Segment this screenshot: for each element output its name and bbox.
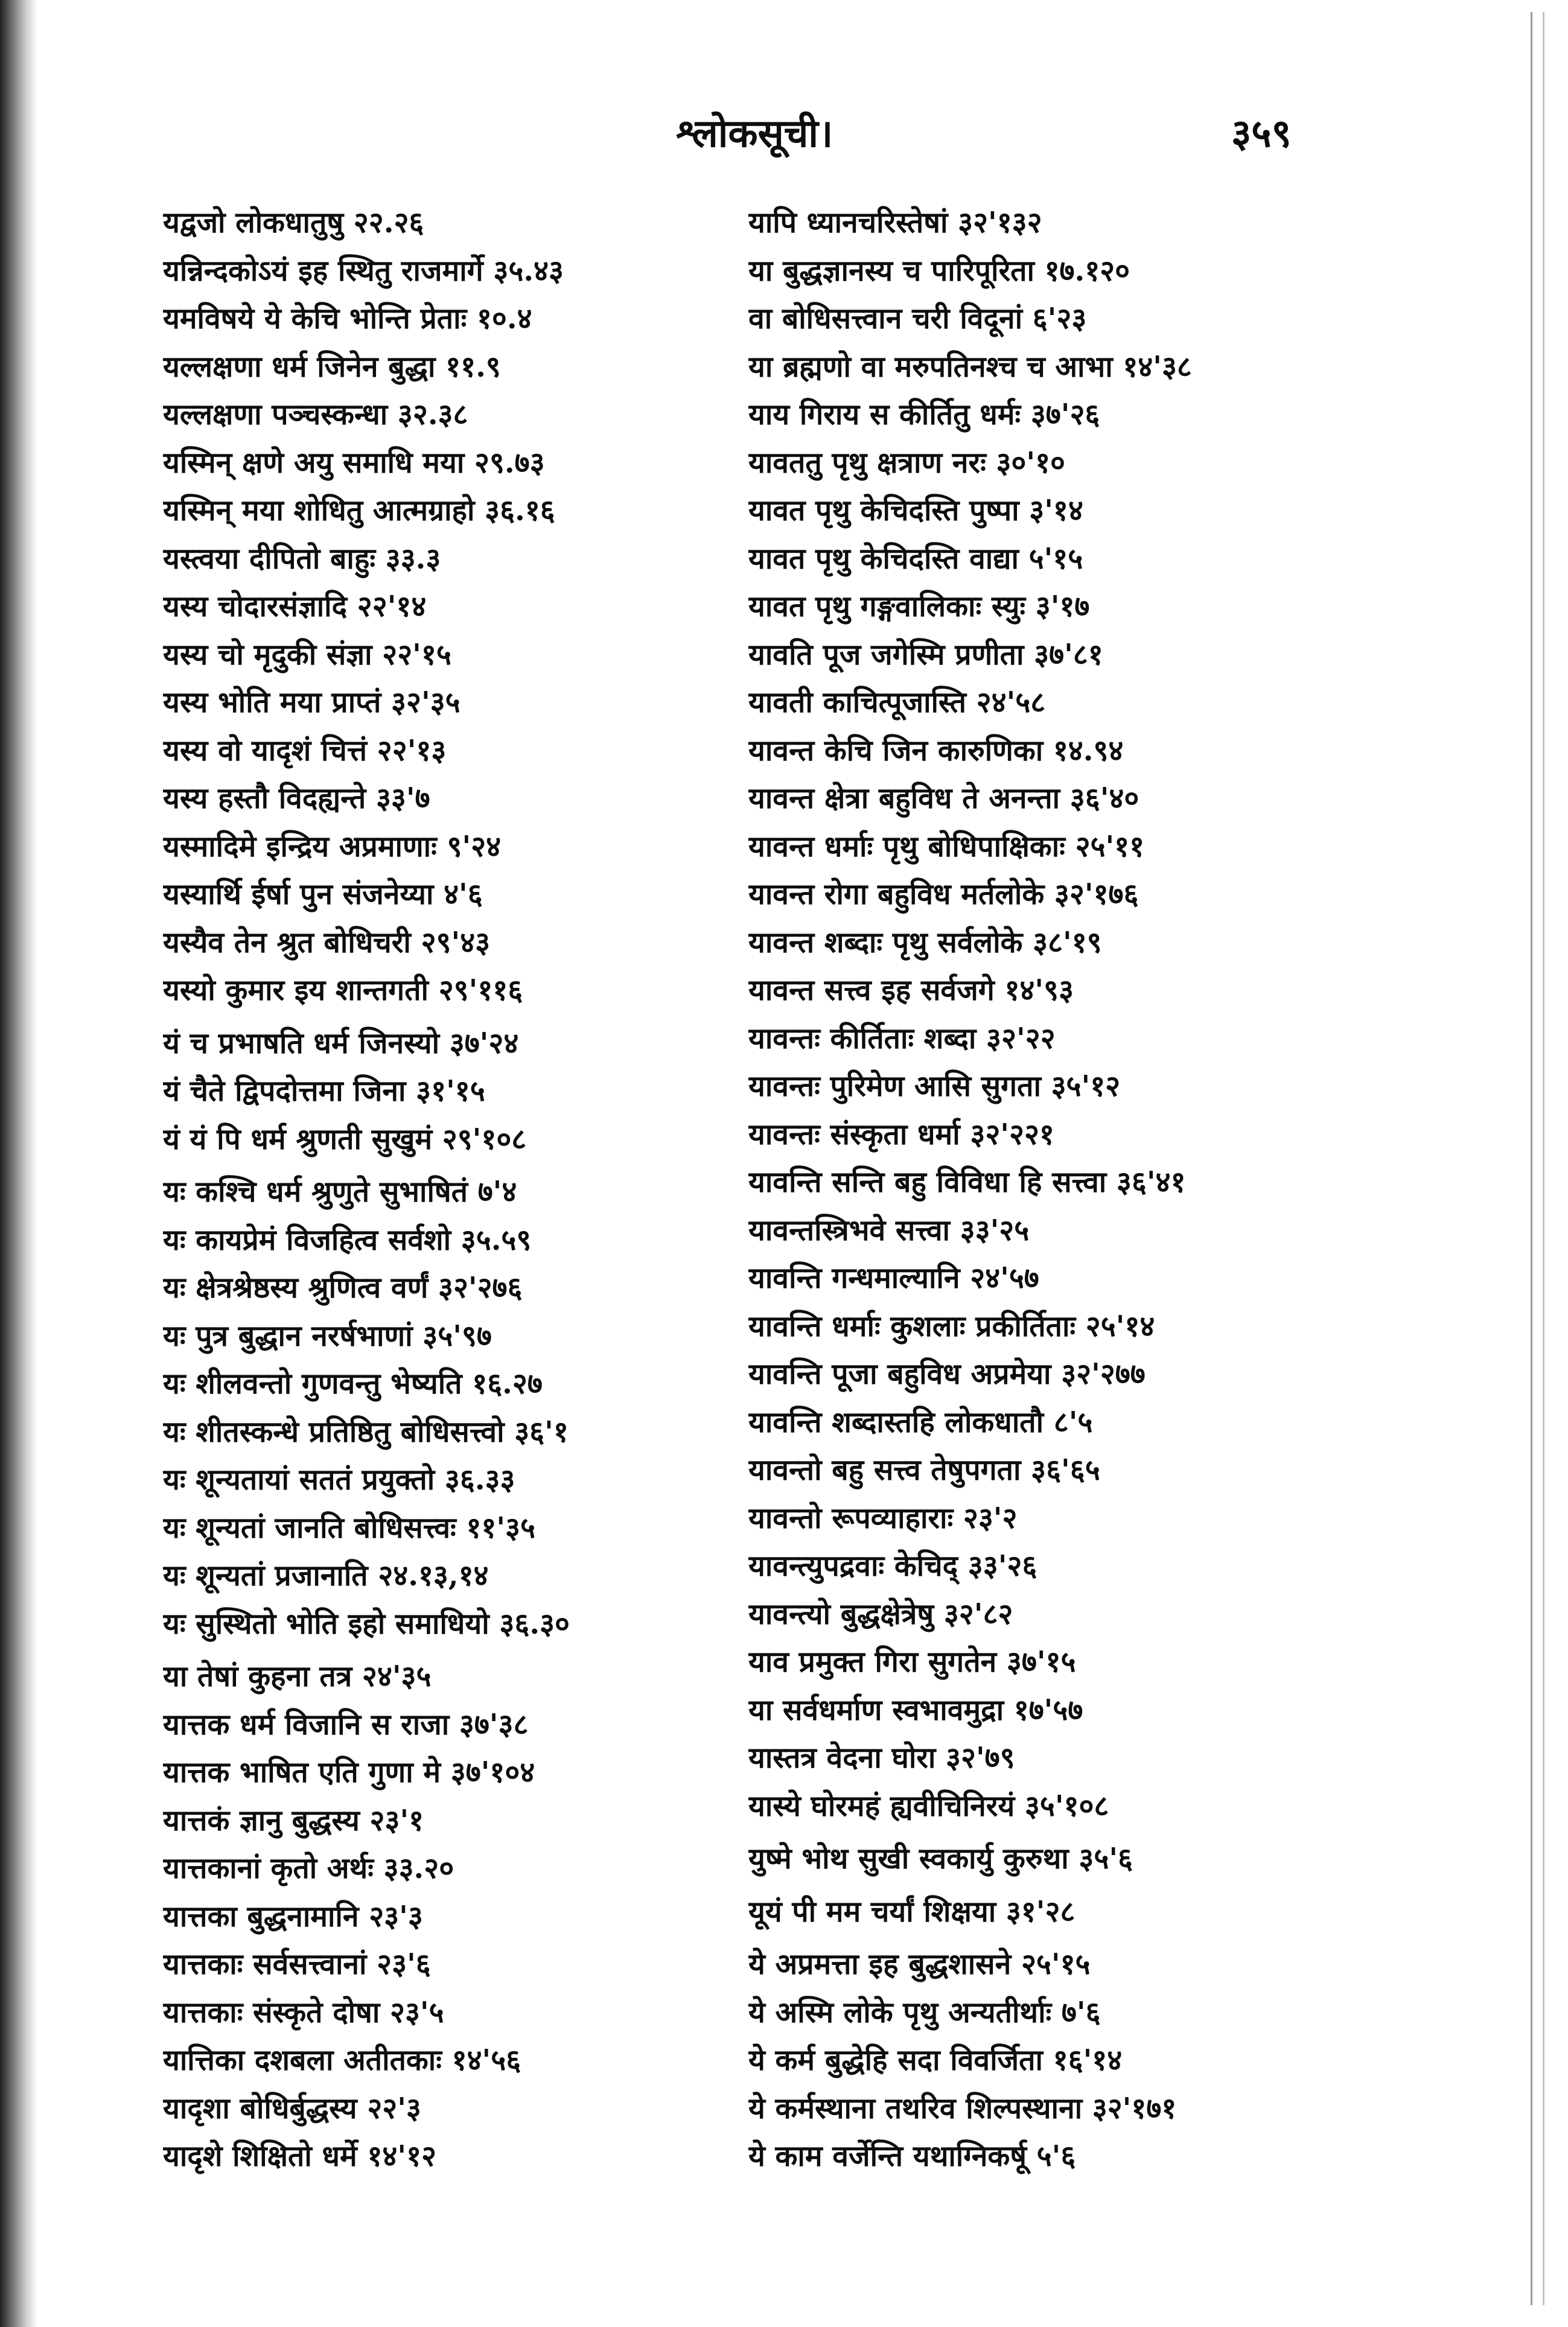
page-binding-shadow [0, 0, 37, 2327]
index-entry: ये कर्मस्थाना तथरिव शिल्पस्थाना ३२'१७१ [748, 2091, 1177, 2125]
index-entry: या तेषां कुहना तत्र २४'३५ [163, 1660, 432, 1693]
index-entry: यः शीतस्कन्धे प्रतिष्ठितु बोधिसत्त्वो ३६'१ [163, 1415, 569, 1449]
index-entry: यस्य चो मृदुकी संज्ञा २२'१५ [163, 637, 451, 672]
index-entry: यादृशा बोधिर्बुद्धस्य २२'३ [163, 2091, 421, 2125]
index-entry: यावन्तः कीर्तिताः शब्दा ३२'२२ [748, 1021, 1056, 1055]
left-column-index [163, 199, 766, 2181]
index-entry: यल्लक्षणा पञ्चस्कन्धा ३२.३८ [163, 398, 468, 431]
index-entry: यावति पूज जगेस्मि प्रणीता ३७'८१ [748, 637, 1103, 672]
index-entry: यः शून्यतां जानति बोधिसत्त्वः ११'३५ [163, 1510, 535, 1545]
index-entry: यात्तिका दशबला अतीतकाः १४'५६ [163, 2043, 521, 2077]
index-entry: यावन्त शब्दाः पृथु सर्वलोके ३८'१९ [748, 925, 1102, 960]
index-entry: यावततु पृथु क्षत्राण नरः ३०'१० [748, 445, 1066, 480]
index-entry: ये काम वर्जेन्ति यथाग्निकर्षू ५'६ [748, 2139, 1076, 2173]
index-entry: यस्त्वया दीपितो बाहुः ३३.३ [163, 541, 441, 576]
index-entry: यात्तकाः संस्कृते दोषा २३'५ [163, 1995, 444, 2029]
index-entry: यादृशे शिक्षितो धर्मे १४'१२ [163, 2139, 437, 2173]
index-entry: यात्तकानां कृतो अर्थः ३३.२० [163, 1851, 454, 1885]
index-entry: यास्तत्र वेदना घोरा ३२'७९ [748, 1741, 1015, 1775]
index-entry: यस्य भोति मया प्राप्तं ३२'३५ [163, 686, 461, 719]
index-entry: यः पुत्र बुद्धान नरर्षभाणां ३५'९७ [163, 1319, 492, 1353]
index-entry: यस्मादिमे इन्द्रिय अप्रमाणाः ९'२४ [163, 829, 502, 864]
index-entry: यस्यार्थि ईर्षा पुन संजनेय्या ४'६ [163, 877, 483, 911]
page-number: ३५९ [1231, 111, 1292, 156]
index-entry: यावत पृथु गङ्गवालिकाः स्युः ३'१७ [748, 590, 1090, 623]
index-entry: यः सुस्थितो भोति इहो समाधियो ३६.३० [163, 1606, 570, 1641]
index-entry: यस्यो कुमार इय शान्तगती २९'११६ [163, 973, 523, 1007]
index-entry: युष्मे भोथ सुखी स्वकार्यु कुरुथा ३५'६ [748, 1842, 1133, 1876]
index-entry: यावन्तो बहु सत्त्व तेषुपगता ३६'६५ [748, 1453, 1100, 1487]
page-edge-rule [1531, 12, 1532, 2305]
index-entry: यावन्त्युपद्रवाः केचिद् ३३'२६ [748, 1549, 1037, 1583]
index-entry: याय गिराय स कीर्तितु धर्मः ३७'२६ [748, 398, 1100, 431]
index-entry: यावन्ति धर्माः कुशलाः प्रकीर्तिताः २५'१४ [748, 1309, 1155, 1343]
index-entry: याव प्रमुक्त गिरा सुगतेन ३७'१५ [748, 1645, 1076, 1679]
index-entry: यावन्तस्त्रिभवे सत्त्वा ३३'२५ [748, 1213, 1030, 1247]
index-entry: यास्ये घोरमहं ह्यवीचिनिरयं ३५'१०८ [748, 1789, 1109, 1823]
index-entry: यात्तका बुद्धनामानि २३'३ [163, 1899, 423, 1934]
index-entry: यस्य हस्तौ विदह्यन्ते ३३'७ [163, 782, 430, 815]
index-entry: यः शीलवन्तो गुणवन्तु भेष्यति १६.२७ [163, 1367, 543, 1401]
index-entry: ये अस्मि लोके पृथु अन्यतीर्थाः ७'६ [748, 1995, 1101, 2029]
index-entry: यावन्ति शब्दास्तहि लोकधातौ ८'५ [748, 1405, 1093, 1439]
index-entry: यस्यैव तेन श्रुत बोधिचरी २९'४३ [163, 925, 491, 960]
index-entry: यः कश्चि धर्म श्रुणुते सुभाषितं ७'४ [163, 1175, 517, 1209]
index-entry: यस्य वो यादृशं चित्तं २२'१३ [163, 733, 447, 768]
index-entry: यमविषये ये केचि भोन्ति प्रेताः १०.४ [163, 302, 532, 336]
page-header [0, 106, 1568, 160]
index-entry: यल्लक्षणा धर्म जिनेन बुद्धा ११.९ [163, 349, 501, 384]
index-entry: यावन्ति गन्धमाल्यानि २४'५७ [748, 1261, 1039, 1295]
index-entry: यावन्त केचि जिन कारुणिका १४.९४ [748, 733, 1124, 768]
index-entry: यात्तकाः सर्वसत्त्वानां २३'६ [163, 1947, 431, 1981]
index-entry: यात्तक धर्म विजानि स राजा ३७'३८ [163, 1707, 529, 1742]
index-entry: वा बोधिसत्त्वान चरी विदूनां ६'२३ [748, 302, 1087, 336]
index-entry: ये कर्म बुद्धेहि सदा विवर्जिता १६'१४ [748, 2043, 1123, 2077]
right-column-index [748, 199, 1491, 2181]
index-entry: यस्य चोदारसंज्ञादि २२'१४ [163, 590, 427, 623]
index-entry: यः क्षेत्रश्रेष्ठस्य श्रुणित्व वर्णं ३२'२७६ [163, 1271, 523, 1305]
index-entry: यं च प्रभाषति धर्म जिनस्यो ३७'२४ [163, 1026, 519, 1060]
index-entry: या ब्रह्मणो वा मरुपतिनश्च च आभा १४'३८ [748, 349, 1192, 384]
index-entry: यावन्त सत्त्व इह सर्वजगे १४'९३ [748, 973, 1074, 1007]
index-entry: यावन्त धर्माः पृथु बोधिपाक्षिकाः २५'११ [748, 829, 1145, 864]
index-entry: यावन्तो रूपव्याहाराः २३'२ [748, 1501, 1018, 1535]
index-entry: यस्मिन् मया शोधितु आत्मग्राहो ३६.१६ [163, 494, 555, 527]
index-entry: यात्तक भाषित एति गुणा मे ३७'१०४ [163, 1756, 535, 1789]
index-entry: यावती काचित्पूजास्ति २४'५८ [748, 686, 1046, 719]
index-entry: यात्तकं ज्ञानु बुद्धस्य २३'१ [163, 1803, 424, 1838]
index-entry: ये अप्रमत्ता इह बुद्धशासने २५'१५ [748, 1947, 1091, 1981]
page-edge-rule [1543, 12, 1544, 2305]
index-entry: यूयं पी मम चर्यां शिक्षया ३१'२८ [748, 1894, 1076, 1929]
index-entry: यस्मिन् क्षणे अयु समाधि मया २९.७३ [163, 445, 545, 480]
index-entry: यावत पृथु केचिदस्ति वाद्या ५'१५ [748, 541, 1083, 576]
index-entry: यद्वजो लोकधातुषु २२.२६ [163, 206, 424, 240]
index-entry: यः कायप्रेमं विजहित्व सर्वशो ३५.५९ [163, 1223, 532, 1257]
index-entry: यावन्ति पूजा बहुविध अप्रमेया ३२'२७७ [748, 1357, 1146, 1391]
index-entry: यन्निन्दकोऽयं इह स्थितु राजमार्गे ३५.४३ [163, 253, 564, 288]
index-entry: यः शून्यतायां सततं प्रयुक्तो ३६.३३ [163, 1463, 515, 1497]
running-title: श्लोकसूची। [676, 111, 833, 156]
index-entry: यापि ध्यानचरिस्तेषां ३२'१३२ [748, 206, 1042, 240]
index-entry: यावत पृथु केचिदस्ति पुष्पा ३'१४ [748, 494, 1083, 527]
index-entry: यावन्त्यो बुद्धक्षेत्रेषु ३२'८२ [748, 1597, 1013, 1631]
index-entry: यावन्त रोगा बहुविध मर्तलोके ३२'१७६ [748, 877, 1139, 911]
index-entry: यावन्तः संस्कृता धर्मा ३२'२२१ [748, 1117, 1054, 1151]
index-entry: यावन्त क्षेत्रा बहुविध ते अनन्ता ३६'४० [748, 782, 1139, 815]
index-entry: यं चैते द्विपदोत्तमा जिना ३१'१५ [163, 1074, 485, 1108]
index-entry: यं यं पि धर्म श्रुणती सुखुमं २९'१०८ [163, 1122, 527, 1156]
index-entry: यावन्तः पुरिमेण आसि सुगता ३५'१२ [748, 1069, 1121, 1103]
index-entry: यावन्ति सन्ति बहु विविधा हि सत्त्वा ३६'४१ [748, 1165, 1186, 1199]
index-entry: यः शून्यतां प्रजानाति २४.१३,१४ [163, 1559, 489, 1593]
index-entry: या बुद्धज्ञानस्य च पारिपूरिता १७.१२० [748, 253, 1130, 288]
index-entry: या सर्वधर्माण स्वभावमुद्रा १७'५७ [748, 1693, 1083, 1727]
